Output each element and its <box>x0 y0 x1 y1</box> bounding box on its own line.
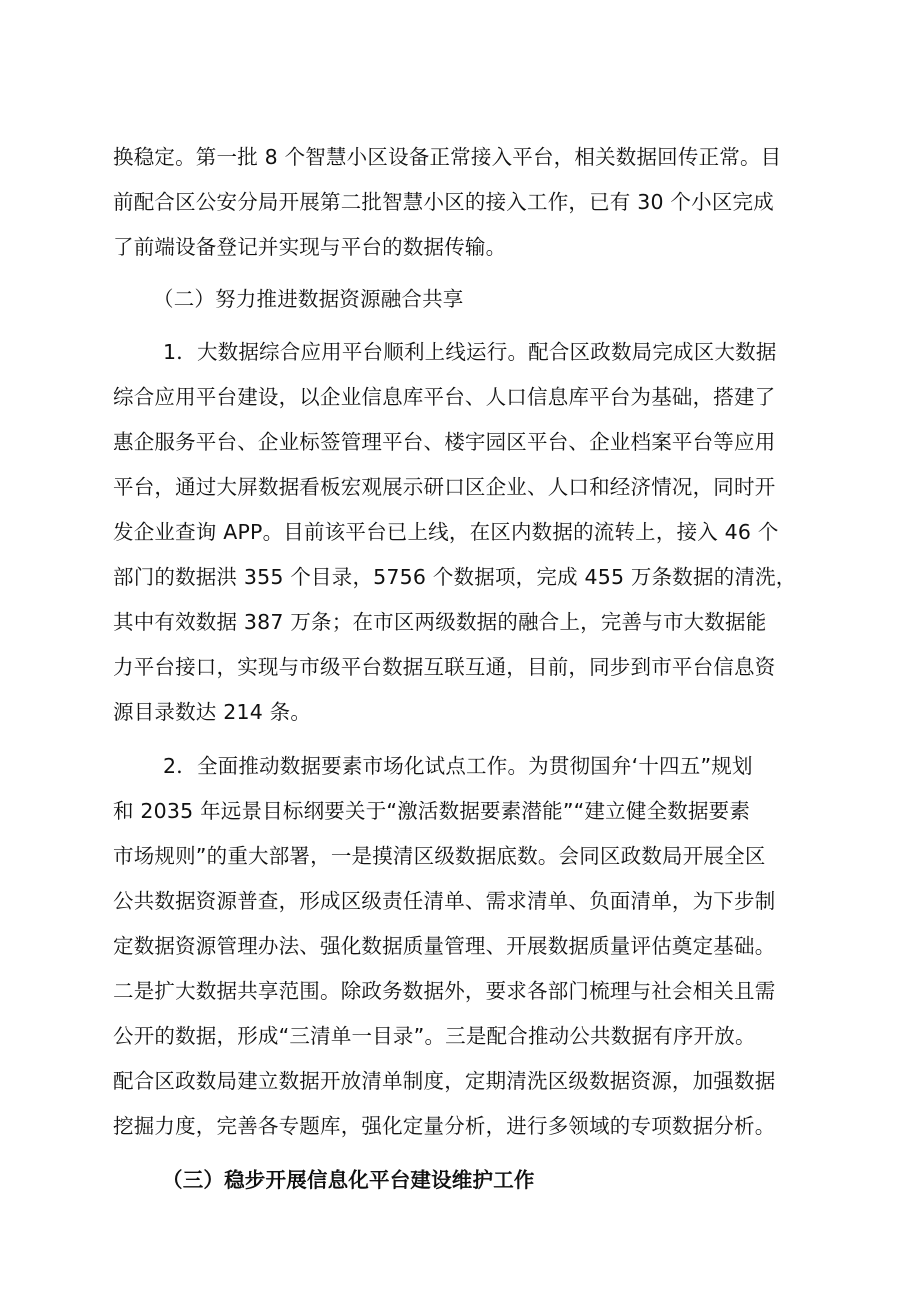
paragraph-line: 挖掘力度，完善各专题库，强化定量分析，进行多领域的专项数据分析。 <box>113 1114 776 1138</box>
paragraph-line: 2．全面推动数据要素市场化试点工作。为贯彻国弁‘十四五”规划 <box>163 754 753 778</box>
paragraph-line: 惠企服务平台、企业标签管理平台、楼宇园区平台、企业档案平台等应用 <box>113 430 776 454</box>
paragraph-line: 定数据资源管理办法、强化数据质量管理、开展数据质量评估奠定基础。 <box>113 934 776 958</box>
paragraph-line: 和 2035 年远景目标纲要关于“激活数据要素潜能”“建立健全数据要素 <box>113 799 751 823</box>
paragraph-line: 发企业查询 APP。目前该平台已上线，在区内数据的流转上，接入 46 个 <box>113 520 779 544</box>
paragraph-line: 公共数据资源普查，形成区级责任清单、需求清单、负面清单，为下步制 <box>113 889 776 913</box>
section-heading-3: （三）稳步开展信息化平台建设维护工作 <box>162 1168 535 1192</box>
paragraph-line: 了前端设备登记并实现与平台的数据传输。 <box>113 235 507 259</box>
paragraph-line: 综合应用平台建设，以企业信息库平台、人口信息库平台为基础，搭建了 <box>113 385 776 409</box>
paragraph-line: 市场规则”的重大部署，一是摸清区级数据底数。会同区政数局开展全区 <box>113 844 766 868</box>
paragraph-line: 配合区政数局建立数据开放清单制度，定期清洗区级数据资源，加强数据 <box>113 1069 776 1093</box>
paragraph-line: 1．大数据综合应用平台顺利上线运行。配合区政数局完成区大数据 <box>163 340 777 364</box>
section-heading-2: （二）努力推进数据资源融合共享 <box>153 287 464 311</box>
paragraph-line: 二是扩大数据共享范围。除政务数据外，要求各部门梳理与社会相关且需 <box>113 979 776 1003</box>
paragraph-line: 前配合区公安分局开展第二批智慧小区的接入工作，已有 30 个小区完成 <box>113 190 774 214</box>
paragraph-line: 换稳定。第一批 8 个智慧小区设备正常接入平台，相关数据回传正常。目 <box>113 145 782 169</box>
paragraph-line: 其中有效数据 387 万条；在市区两级数据的融合上，完善与市大数据能 <box>113 610 767 634</box>
paragraph-line: 平台，通过大屏数据看板宏观展示研口区企业、人口和经济情况，同时开 <box>113 475 776 499</box>
paragraph-line: 公开的数据，形成“三清单一目录”。三是配合推动公共数据有序开放。 <box>113 1024 756 1048</box>
paragraph-line: 部门的数据洪 355 个目录，5756 个数据项，完成 455 万条数据的清洗， <box>113 565 797 589</box>
paragraph-line: 源目录数达 214 条。 <box>113 700 312 724</box>
paragraph-line: 力平台接口，实现与市级平台数据互联互通，目前，同步到市平台信息资 <box>113 655 776 679</box>
